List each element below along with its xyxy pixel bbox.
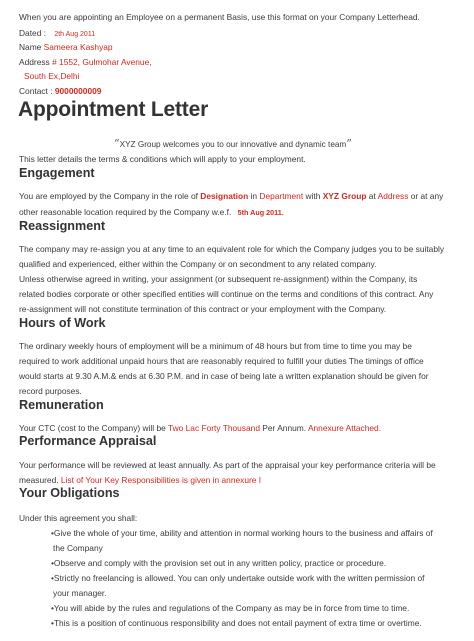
reassignment-line: re-assignment will not constitute termination of this contract or your employment with the Company.: [19, 304, 387, 314]
obligation-item: •This is a position of continuous responsibility and does not entail payment of extra time or overtime.: [51, 618, 422, 628]
obligations-intro: Under this agreement you shall:: [19, 513, 138, 523]
engagement-text-d: at: [366, 191, 378, 201]
contact-line: [19, 85, 101, 97]
address-label: Address: [19, 57, 50, 67]
name-label: Name: [19, 42, 42, 52]
key-responsibilities-note: List of Your Key Responsibilities is given in annexure I: [60, 475, 262, 485]
engagement-heading: Engagement: [19, 166, 95, 180]
letter-title: Appointment Letter: [18, 98, 209, 121]
address-line-1: # 1552, Gulmohar Avenue,: [52, 57, 152, 67]
engagement-text-f: other reasonable location required by the Company w.e.f.: [19, 207, 232, 217]
contact-label: Contact :: [19, 86, 53, 96]
obligation-item-continued: your manager.: [53, 588, 107, 598]
engagement-text-b: in: [248, 191, 260, 201]
obligation-item: •Give the whole of your time, ability and attention in normal working hours to the business and affairs of: [51, 528, 433, 538]
designation-value: Designation: [200, 191, 249, 201]
department-value: Department: [259, 191, 304, 201]
obligation-item: •Strictly no freelancing is allowed. You can only undertake outside work with the written permission of: [51, 573, 425, 583]
reassignment-line: The company may re-assign you at any time to an equivalent role for which the Company judges you to be suitably: [19, 244, 445, 254]
remuneration-heading: Remuneration: [19, 398, 104, 412]
engagement-date-value: 5th Aug 2011.: [237, 208, 284, 217]
hours-heading: Hours of Work: [19, 316, 106, 330]
remuneration-text-a: Your CTC (cost to the Company) will be: [19, 423, 168, 433]
obligation-item: •Observe and comply with the provision set out in any written policy, practice or procedure.: [51, 558, 387, 568]
reassignment-line: qualified and experienced, either within the Company or on secondment to any related company.: [19, 259, 377, 269]
quote-text: XYZ Group welcomes you to our innovative and dynamic team: [119, 140, 347, 149]
appraisal-heading: Performance Appraisal: [19, 434, 157, 448]
engagement-text-c: with: [303, 191, 323, 201]
welcome-quote: [114, 138, 352, 151]
company-value: XYZ Group: [322, 191, 367, 201]
reassignment-line: related bodies corporate or other specified entities will continue on the terms and conditions of this contract. Any: [19, 289, 434, 299]
engagement-text-a: You are employed by the Company in the role of: [19, 191, 201, 201]
obligation-item-continued: the Company: [53, 543, 103, 553]
name-line: [19, 41, 113, 53]
format-note: When you are appointing an Employee on a permanent Basis, use this format on your Company Letterhead.: [19, 12, 420, 22]
annexure-note: Annexure Attached.: [307, 423, 382, 433]
hours-line: required to work additional unpaid hours that are reasonably required to fulfill your duties The timings of office: [19, 356, 424, 366]
contact-value: 9000000009: [54, 86, 102, 96]
hours-line: would starts at 9.30 A.M.& ends at 6.30 P.M. and in case of being late a written explanation should be given for: [19, 371, 429, 381]
hours-line: record purposes.: [19, 386, 82, 396]
obligations-heading: Your Obligations: [19, 486, 120, 500]
reassignment-heading: Reassignment: [19, 219, 106, 233]
reassignment-line: Unless otherwise agreed in writing, your assignment (or subsequent re-assignment) within the Company, its: [19, 274, 418, 284]
dated-line: [19, 27, 95, 41]
obligation-item: •You will abide by the rules and regulations of the Company as may be in force from time to time.: [51, 603, 410, 613]
name-value: Sameera Kashyap: [43, 42, 113, 52]
engagement-line-1: [19, 190, 443, 202]
engagement-text-e: or at any: [408, 191, 444, 201]
dated-value: 2th Aug 2011: [54, 31, 96, 38]
address-line: [19, 56, 152, 68]
open-quote-mark: “: [114, 137, 120, 150]
engagement-address-value: Address: [377, 191, 409, 201]
close-quote-mark: ”: [346, 137, 352, 150]
ctc-amount: Two Lac Forty Thousand: [167, 423, 260, 433]
hours-line: The ordinary weekly hours of employment will be a minimum of 48 hours but from time to time you may be: [19, 341, 412, 351]
address-line-2: South Ex,Delhi: [24, 71, 80, 81]
appraisal-text-a: measured.: [19, 475, 61, 485]
remuneration-text-b: Per Annum.: [259, 423, 308, 433]
appraisal-line-1: Your performance will be reviewed at least annually. As part of the appraisal your key performance criteria will be: [19, 460, 436, 470]
dated-label: Dated :: [19, 28, 47, 38]
intro-line: This letter details the terms & conditions which will apply to your employment.: [19, 154, 306, 164]
